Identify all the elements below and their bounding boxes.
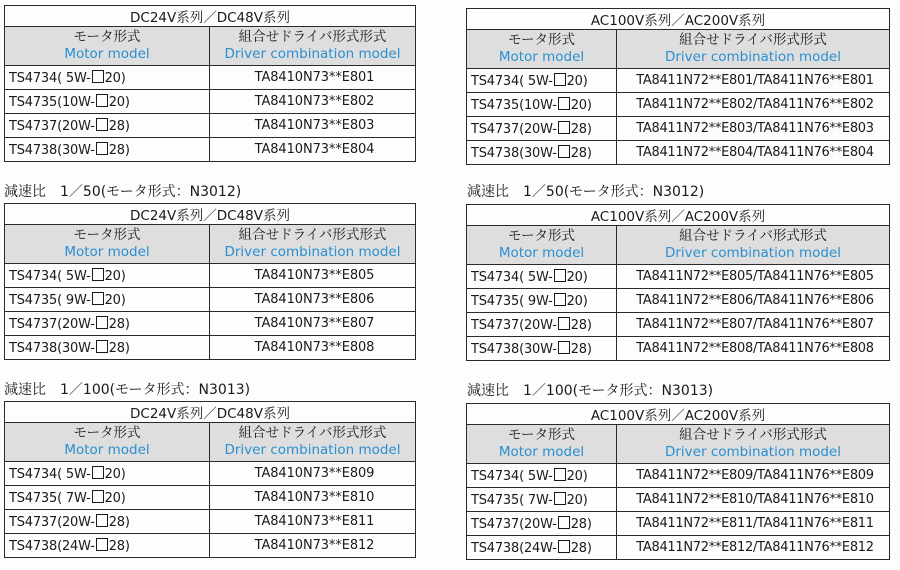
frame-size-box <box>558 121 570 134</box>
driver-model-header: 組合せドライバ形式形式 Driver combination model <box>617 226 890 265</box>
table-row <box>5 510 416 534</box>
driver-model-cell: TA8411N72**E801/TA8411N76**E801 <box>617 69 890 93</box>
driver-model-cell: TA8411N72**E809/TA8411N76**E809 <box>617 464 890 488</box>
frame-size-box <box>554 293 566 306</box>
driver-model-cell: TA8411N72**E805/TA8411N76**E805 <box>617 265 890 289</box>
driver-model-cell: TA8411N72**E812/TA8411N76**E812 <box>617 536 890 560</box>
frame-size-box <box>96 142 108 155</box>
frame-size-box <box>96 514 108 527</box>
table-row <box>5 312 416 336</box>
driver-model-cell: TA8411N72**E806/TA8411N76**E806 <box>617 289 890 313</box>
frame-size-box <box>554 468 566 481</box>
driver-model-cell: TA8411N72**E810/TA8411N76**E810 <box>617 488 890 512</box>
motor-model-cell: TS4738(24W- 28) <box>5 534 210 558</box>
driver-model-header: 組合せドライバ形式形式 Driver combination model <box>210 27 416 66</box>
driver-model-cell: TA8410N73**E809 <box>210 462 416 486</box>
table-row <box>467 488 890 512</box>
driver-model-cell: TA8411N72**E808/TA8411N76**E808 <box>617 337 890 361</box>
frame-size-box <box>558 145 570 158</box>
motor-model-cell: TS4738(30W- 28) <box>5 138 210 162</box>
table-row <box>467 117 890 141</box>
table-row <box>5 90 416 114</box>
frame-size-box <box>558 341 570 354</box>
table-row <box>5 336 416 360</box>
series-title: AC100V系列／AC200V系列 <box>467 205 890 226</box>
driver-model-cell: TA8410N73**E801 <box>210 66 416 90</box>
dc-table-block-1 <box>4 203 416 360</box>
motor-model-header: モータ形式 Motor model <box>5 27 210 66</box>
ac-spec-table <box>466 8 890 165</box>
motor-model-cell: TS4734( 5W- 20) <box>5 66 210 90</box>
table-row <box>5 534 416 558</box>
table-row <box>467 313 890 337</box>
table-row <box>467 337 890 361</box>
motor-model-header: モータ形式 Motor model <box>5 423 210 462</box>
series-title: AC100V系列／AC200V系列 <box>467 9 890 30</box>
driver-model-cell: TA8411N72**E803/TA8411N76**E803 <box>617 117 890 141</box>
series-title: DC24V系列／DC48V系列 <box>5 6 416 27</box>
motor-model-cell: TS4735( 7W- 20) <box>5 486 210 510</box>
table-row <box>5 114 416 138</box>
frame-size-box <box>92 292 104 305</box>
ac-table-block-2 <box>466 403 890 560</box>
frame-size-box <box>96 538 108 551</box>
dc-spec-table <box>4 401 416 558</box>
motor-model-cell: TS4737(20W- 28) <box>5 114 210 138</box>
motor-model-cell: TS4737(20W- 28) <box>467 117 617 141</box>
table-row <box>467 289 890 313</box>
frame-size-box <box>92 490 104 503</box>
motor-model-cell: TS4734( 5W- 20) <box>5 462 210 486</box>
dc-table-block-0 <box>4 5 416 162</box>
motor-model-cell: TS4738(30W- 28) <box>467 337 617 361</box>
driver-model-cell: TA8410N73**E805 <box>210 264 416 288</box>
driver-model-cell: TA8410N73**E804 <box>210 138 416 162</box>
dc-spec-table <box>4 5 416 162</box>
table-row <box>5 138 416 162</box>
driver-model-cell: TA8410N73**E803 <box>210 114 416 138</box>
motor-model-cell: TS4735( 9W- 20) <box>5 288 210 312</box>
frame-size-box <box>558 97 570 110</box>
frame-size-box <box>558 516 570 529</box>
motor-model-cell: TS4735( 7W- 20) <box>467 488 617 512</box>
ac-table-block-0 <box>466 8 890 165</box>
driver-model-cell: TA8410N73**E807 <box>210 312 416 336</box>
driver-model-cell: TA8410N73**E811 <box>210 510 416 534</box>
motor-model-cell: TS4737(20W- 28) <box>5 312 210 336</box>
driver-model-cell: TA8410N73**E812 <box>210 534 416 558</box>
frame-size-box <box>558 317 570 330</box>
frame-size-box <box>96 118 108 131</box>
table-row <box>5 486 416 510</box>
frame-size-box <box>96 94 108 107</box>
frame-size-box <box>92 268 104 281</box>
motor-model-cell: TS4737(20W- 28) <box>5 510 210 534</box>
frame-size-box <box>554 269 566 282</box>
table-row <box>467 512 890 536</box>
motor-model-cell: TS4737(20W- 28) <box>467 313 617 337</box>
table-row <box>467 69 890 93</box>
frame-size-box <box>554 73 566 86</box>
driver-model-header: 組合せドライバ形式形式 Driver combination model <box>617 30 890 69</box>
motor-model-header: モータ形式 Motor model <box>467 30 617 69</box>
motor-model-cell: TS4738(24W- 28) <box>467 536 617 560</box>
driver-model-cell: TA8411N72**E807/TA8411N76**E807 <box>617 313 890 337</box>
frame-size-box <box>554 492 566 505</box>
driver-model-header: 組合せドライバ形式形式 Driver combination model <box>210 225 416 264</box>
motor-model-cell: TS4738(30W- 28) <box>467 141 617 165</box>
driver-model-header: 組合せドライバ形式形式 Driver combination model <box>617 425 890 464</box>
frame-size-box <box>92 466 104 479</box>
series-title: DC24V系列／DC48V系列 <box>5 402 416 423</box>
reduction-ratio-label: 減速比 1／50(モータ形式：N3012) <box>4 184 242 200</box>
frame-size-box <box>92 70 104 83</box>
motor-model-cell: TS4737(20W- 28) <box>467 512 617 536</box>
driver-model-cell: TA8411N72**E802/TA8411N76**E802 <box>617 93 890 117</box>
table-row <box>5 264 416 288</box>
table-row <box>467 93 890 117</box>
reduction-ratio-label: 減速比 1／50(モータ形式：N3012) <box>467 184 705 200</box>
driver-model-cell: TA8411N72**E811/TA8411N76**E811 <box>617 512 890 536</box>
table-row <box>5 66 416 90</box>
driver-model-cell: TA8410N73**E808 <box>210 336 416 360</box>
motor-model-cell: TS4735(10W- 20) <box>467 93 617 117</box>
motor-model-cell: TS4734( 5W- 20) <box>467 464 617 488</box>
table-row <box>467 265 890 289</box>
series-title: DC24V系列／DC48V系列 <box>5 204 416 225</box>
motor-model-cell: TS4735( 9W- 20) <box>467 289 617 313</box>
motor-model-cell: TS4734( 5W- 20) <box>467 265 617 289</box>
frame-size-box <box>96 340 108 353</box>
driver-model-cell: TA8410N73**E810 <box>210 486 416 510</box>
reduction-ratio-label: 減速比 1／100(モータ形式：N3013) <box>4 382 251 398</box>
driver-model-header: 組合せドライバ形式形式 Driver combination model <box>210 423 416 462</box>
table-row <box>467 536 890 560</box>
reduction-ratio-label: 減速比 1／100(モータ形式：N3013) <box>467 383 714 399</box>
ac-spec-table <box>466 204 890 361</box>
table-row <box>5 462 416 486</box>
driver-model-cell: TA8411N72**E804/TA8411N76**E804 <box>617 141 890 165</box>
motor-model-cell: TS4738(30W- 28) <box>5 336 210 360</box>
motor-model-cell: TS4734( 5W- 20) <box>5 264 210 288</box>
motor-model-cell: TS4734( 5W- 20) <box>467 69 617 93</box>
motor-model-header: モータ形式 Motor model <box>467 425 617 464</box>
table-row <box>5 288 416 312</box>
motor-model-cell: TS4735(10W- 20) <box>5 90 210 114</box>
frame-size-box <box>558 540 570 553</box>
dc-table-block-2 <box>4 401 416 558</box>
ac-spec-table <box>466 403 890 560</box>
motor-model-header: モータ形式 Motor model <box>5 225 210 264</box>
driver-model-cell: TA8410N73**E806 <box>210 288 416 312</box>
driver-model-cell: TA8410N73**E802 <box>210 90 416 114</box>
frame-size-box <box>96 316 108 329</box>
motor-model-header: モータ形式 Motor model <box>467 226 617 265</box>
series-title: AC100V系列／AC200V系列 <box>467 404 890 425</box>
table-row <box>467 141 890 165</box>
dc-spec-table <box>4 203 416 360</box>
table-row <box>467 464 890 488</box>
ac-table-block-1 <box>466 204 890 361</box>
